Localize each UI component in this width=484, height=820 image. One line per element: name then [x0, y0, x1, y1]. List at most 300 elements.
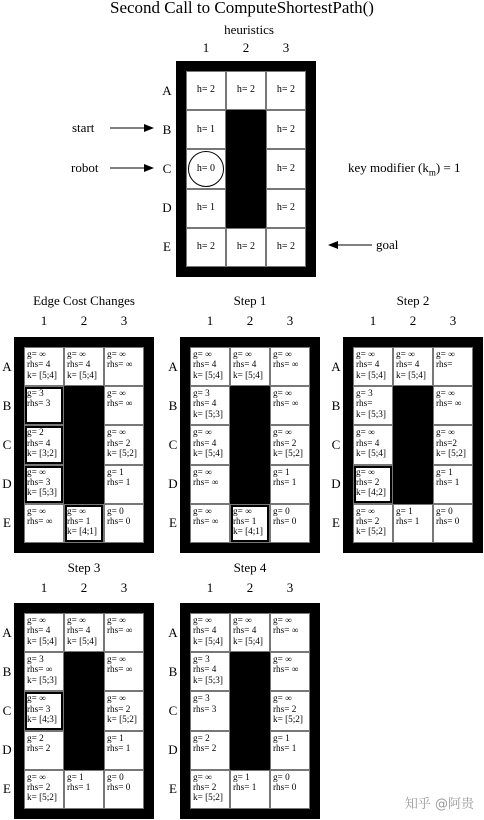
heuristic-cell [226, 228, 266, 267]
cell-value-line: g= ∞ [193, 771, 212, 782]
start-arrow [110, 121, 154, 135]
state-cell [270, 504, 310, 543]
state-cell [104, 770, 144, 809]
cell-value-line: rhs= 4 [233, 625, 257, 636]
heuristics-row-label: B [162, 121, 172, 137]
state-cell [24, 652, 64, 691]
state-cell [104, 731, 144, 770]
cell-value-line: k= [5;4] [193, 447, 223, 458]
grid-col-label: 2 [80, 313, 88, 328]
grid-row-label: C [331, 437, 341, 452]
grid-col-label: 3 [449, 313, 457, 328]
cell-value-line: rhs= 0 [107, 782, 131, 793]
cell-value-line: rhs= 2 [356, 476, 380, 487]
cell-value-line: k= [4;1] [67, 526, 97, 537]
grid-row-label: C [168, 437, 178, 452]
start-label: start [72, 120, 95, 135]
cell-value-line: g= ∞ [193, 615, 212, 625]
cell-value-line: g= 0 [436, 505, 453, 516]
grid-col-label: 3 [120, 580, 128, 595]
cell-value-line: rhs= 2 [107, 437, 131, 448]
cell-value-line: rhs= 4 [193, 664, 217, 675]
grid-caption: Step 1 [233, 293, 267, 308]
cell-value-line: rhs= 3 [27, 703, 51, 714]
cell-value-line: rhs= 2 [273, 437, 297, 448]
grid-row-label: A [331, 358, 341, 374]
cell-value-line: rhs= 2 [356, 516, 380, 527]
heuristic-value: h= 1 [196, 202, 216, 214]
cell-value-line: k= [3;2] [27, 447, 57, 458]
cell-value-line: rhs= ∞ [273, 664, 299, 675]
state-cell [190, 504, 230, 543]
cell-value-line: g= ∞ [436, 388, 455, 399]
grid-row-label: D [168, 476, 178, 492]
cell-value-line: g= ∞ [356, 349, 375, 359]
cell-value-line: rhs= 4 [193, 437, 217, 448]
cell-value-line: g= ∞ [273, 427, 292, 438]
heuristic-cell [226, 71, 266, 110]
cell-value-line: rhs= ∞ [107, 359, 133, 370]
cell-value-line: rhs= 4 [67, 625, 91, 636]
grid-row-label: E [3, 515, 11, 531]
state-cell [104, 504, 144, 543]
state-cell [24, 770, 64, 809]
obstacle-cell [230, 425, 270, 464]
state-cell [270, 613, 310, 652]
cell-value-line: g= ∞ [27, 615, 46, 625]
cell-value-line: g= ∞ [396, 349, 415, 359]
cell-value-line: g= 0 [273, 771, 290, 782]
cell-value-line: g= ∞ [273, 654, 292, 665]
key-modifier-label: key modifier $(k_m) = 1$ [348, 160, 461, 178]
grid-row-label: B [168, 397, 178, 413]
cell-value-line: rhs= 2 [27, 742, 51, 753]
state-cell [104, 425, 144, 464]
state-cell [433, 347, 473, 386]
state-cell [433, 465, 473, 504]
cell-value-line: rhs= 1 [396, 516, 420, 527]
cell-value-line: g= 1 [233, 771, 250, 782]
state-cell [190, 731, 230, 770]
cell-value-line: g= ∞ [233, 505, 252, 516]
grid-col-label: 2 [246, 580, 254, 595]
cell-value-line: g= ∞ [67, 505, 86, 516]
cell-value-line: k= [5;4] [27, 369, 57, 380]
state-cell [270, 652, 310, 691]
obstacle-cell [230, 652, 270, 691]
obstacle-cell [393, 386, 433, 425]
cell-value-line: k= [5;4] [193, 369, 223, 380]
state-cell [230, 504, 270, 543]
state-cell [433, 386, 473, 425]
grid-row-label: B [2, 663, 12, 679]
obstacle-cell [226, 149, 266, 188]
heuristic-cell [186, 189, 226, 228]
grid-row-label: B [168, 663, 178, 679]
state-cell [230, 613, 270, 652]
cell-value-line: g= 1 [273, 732, 290, 743]
state-cell [353, 504, 393, 543]
grid-row-label: A [2, 624, 12, 640]
cell-value-line: rhs= 1 [107, 742, 131, 753]
state-cell [433, 504, 473, 543]
state-cell [270, 731, 310, 770]
cell-value-line: g= 1 [273, 466, 290, 477]
state-cell [270, 465, 310, 504]
heuristic-cell [266, 110, 306, 149]
cell-value-line: k= [5;2] [107, 713, 137, 724]
cell-value-line: rhs= 1 [273, 742, 297, 753]
state-cell [190, 770, 230, 809]
cell-value-line: rhs= 2 [193, 742, 217, 753]
cell-value-line: rhs= 4 [233, 359, 257, 370]
state-cell [104, 347, 144, 386]
heuristics-col-label: 2 [242, 40, 250, 55]
cell-value-line: rhs= 1 [107, 476, 131, 487]
cell-value-line: rhs= 1 [233, 782, 257, 793]
cell-value-line: k= [5;2] [273, 713, 303, 724]
state-cell [104, 386, 144, 425]
robot-label: robot [71, 160, 99, 175]
cell-value-line: k= [5;2] [273, 447, 303, 458]
state-cell [270, 425, 310, 464]
obstacle-cell [64, 386, 104, 425]
cell-value-line: g= ∞ [233, 349, 252, 359]
heuristic-value: h= 1 [196, 123, 216, 135]
grid-row-label: E [169, 781, 177, 797]
cell-value-line: rhs= ∞ [27, 516, 53, 527]
cell-value-line: g= 3 [356, 388, 373, 399]
cell-value-line: g= 3 [193, 693, 210, 704]
obstacle-cell [64, 731, 104, 770]
obstacle-cell [230, 465, 270, 504]
grid-row-label: A [2, 358, 12, 374]
grid-col-label: 1 [206, 313, 214, 328]
grid-row-label: D [2, 476, 12, 492]
cell-value-line: k= [4;1] [233, 526, 263, 537]
state-cell [190, 691, 230, 730]
cell-value-line: g= ∞ [107, 654, 126, 665]
heuristic-cell [186, 228, 226, 267]
cell-value-line: rhs= 4 [356, 437, 380, 448]
obstacle-cell [226, 110, 266, 149]
state-cell [353, 386, 393, 425]
state-cell [353, 347, 393, 386]
heuristic-value: h= 2 [276, 84, 296, 96]
cell-value-line: rhs= 4 [396, 359, 420, 370]
cell-value-line: rhs= ∞ [273, 359, 299, 370]
state-cell [270, 691, 310, 730]
cell-value-line: rhs= 4 [193, 625, 217, 636]
state-cell [190, 613, 230, 652]
state-cell [64, 504, 104, 543]
cell-value-line: g= ∞ [27, 693, 46, 704]
cell-value-line: g= ∞ [107, 427, 126, 438]
state-cell [230, 770, 270, 809]
state-grid [24, 347, 144, 543]
watermark: 知乎 @阿贵 [404, 797, 474, 812]
cell-value-line: g= 3 [27, 388, 44, 399]
grid-row-label: E [3, 781, 11, 797]
grid-caption: Step 3 [67, 560, 101, 575]
grid-row-label: A [168, 624, 178, 640]
cell-value-line: rhs= 4 [356, 359, 380, 370]
cell-value-line: rhs= 2 [27, 782, 51, 793]
cell-value-line: g= ∞ [27, 505, 46, 516]
obstacle-cell [64, 465, 104, 504]
state-cell [393, 347, 433, 386]
cell-value-line: k= [5;3] [27, 674, 57, 685]
cell-value-line: g= 3 [27, 654, 44, 665]
cell-value-line: rhs= ∞ [273, 625, 299, 636]
heuristic-value: h= 2 [276, 202, 296, 214]
cell-value-line: k= [5;3] [27, 487, 57, 498]
state-cell [24, 731, 64, 770]
grid-row-label: E [332, 515, 340, 531]
state-cell [393, 504, 433, 543]
grid-col-label: 3 [120, 313, 128, 328]
state-cell [270, 347, 310, 386]
state-grid [190, 613, 310, 809]
cell-value-line: g= 1 [396, 505, 413, 516]
obstacle-cell [64, 652, 104, 691]
cell-value-line: k= [5;3] [356, 408, 386, 419]
cell-value-line: k= [5;3] [193, 408, 223, 419]
state-cell [104, 613, 144, 652]
obstacle-cell [230, 386, 270, 425]
cell-value-line: rhs= 2 [107, 703, 131, 714]
cell-value-line: g= ∞ [27, 771, 46, 782]
diagram-title: Second Call to ComputeShortestPath() [110, 0, 374, 17]
heuristic-cell [186, 149, 226, 188]
grid-row-label: D [168, 742, 178, 758]
cell-value-line: k= [5;4] [356, 369, 386, 380]
cell-value-line: rhs= 1 [233, 516, 257, 527]
cell-value-line: k= [5;4] [67, 369, 97, 380]
grid-col-label: 3 [286, 580, 294, 595]
state-cell [190, 465, 230, 504]
state-cell [353, 425, 393, 464]
cell-value-line: g= ∞ [273, 388, 292, 399]
state-cell [270, 386, 310, 425]
cell-value-line: k= [5;2] [193, 792, 223, 803]
obstacle-cell [393, 425, 433, 464]
grid-caption: Step 4 [233, 560, 267, 575]
cell-value-line: rhs= 1 [67, 516, 91, 527]
cell-value-line: k= [5;4] [193, 635, 223, 646]
cell-value-line: rhs= 1 [436, 476, 460, 487]
heuristic-cell [266, 71, 306, 110]
obstacle-cell [64, 691, 104, 730]
cell-value-line: k= [5;4] [67, 635, 97, 646]
cell-value-line: g= ∞ [436, 349, 455, 359]
heuristic-cell [266, 189, 306, 228]
cell-value-line: rhs= 0 [436, 516, 460, 527]
heuristic-value: h= 2 [196, 241, 216, 253]
cell-value-line: rhs= 2 [273, 703, 297, 714]
cell-value-line: k= [5;2] [107, 447, 137, 458]
cell-value-line: g= ∞ [107, 388, 126, 399]
grid-col-label: 1 [369, 313, 377, 328]
cell-value-line: rhs= 3 [27, 476, 51, 487]
cell-value-line: g= 3 [193, 654, 210, 665]
cell-value-line: g= ∞ [67, 615, 86, 625]
state-cell [24, 504, 64, 543]
cell-value-line: k= [5;4] [233, 635, 263, 646]
grid-col-label: 2 [246, 313, 254, 328]
cell-value-line: g= ∞ [193, 427, 212, 438]
cell-value-line: g= ∞ [356, 505, 375, 516]
cell-value-line: g= 1 [107, 732, 124, 743]
heuristic-cell [186, 110, 226, 149]
grid-col-label: 1 [206, 580, 214, 595]
heuristic-value: h= 2 [276, 241, 296, 253]
grid-row-label: D [2, 742, 12, 758]
cell-value-line: g= 2 [27, 732, 44, 743]
state-cell [64, 770, 104, 809]
state-cell [104, 465, 144, 504]
grid-row-label: A [168, 358, 178, 374]
state-cell [24, 691, 64, 730]
state-cell [190, 652, 230, 691]
cell-value-line: rhs=2 [436, 437, 458, 448]
cell-value-line: rhs= 4 [67, 359, 91, 370]
goal-label: goal [376, 237, 399, 252]
state-cell [433, 425, 473, 464]
grid-row-label: B [2, 397, 12, 413]
cell-value-line: g= ∞ [27, 466, 46, 477]
cell-value-line: rhs= ∞ [107, 398, 133, 409]
grid-row-label: C [168, 703, 178, 718]
cell-value-line: g= ∞ [193, 505, 212, 516]
cell-value-line: g= ∞ [356, 466, 375, 477]
heuristic-cell [186, 71, 226, 110]
cell-value-line: rhs= 4 [193, 398, 217, 409]
cell-value-line: k= [5;3] [193, 674, 223, 685]
heuristic-cell [266, 228, 306, 267]
heuristic-value: h= 2 [276, 162, 296, 174]
cell-value-line: k= [5;2] [356, 526, 386, 537]
cell-value-line: k= [4;2] [356, 487, 386, 498]
heuristics-row-label: D [162, 200, 172, 216]
cell-value-line: rhs= ∞ [107, 625, 133, 636]
heuristics-row-label: A [162, 82, 172, 98]
cell-value-line: g= 0 [107, 771, 124, 782]
state-cell [64, 347, 104, 386]
cell-value-line: rhs= 0 [273, 782, 297, 793]
cell-value-line: g= ∞ [27, 349, 46, 359]
cell-value-line: k= [5;4] [356, 447, 386, 458]
state-cell [104, 691, 144, 730]
state-cell [24, 425, 64, 464]
obstacle-cell [230, 731, 270, 770]
cell-value-line: rhs= 1 [67, 782, 91, 793]
state-cell [24, 465, 64, 504]
cell-value-line: g= 0 [107, 505, 124, 516]
cell-value-line: rhs= 0 [273, 516, 297, 527]
cell-value-line: k= [5;4] [27, 635, 57, 646]
cell-value-line: g= 1 [436, 466, 453, 477]
heuristic-cell [266, 149, 306, 188]
heuristic-value: h= 2 [196, 84, 216, 96]
grid-caption: Edge Cost Changes [33, 293, 135, 308]
cell-value-line: k= [4;3] [27, 713, 57, 724]
cell-value-line: g= 1 [67, 771, 84, 782]
cell-value-line: g= 2 [193, 732, 210, 743]
cell-value-line: k= [5;4] [233, 369, 263, 380]
cell-value-line: g= ∞ [107, 693, 126, 704]
cell-value-line: g= ∞ [273, 349, 292, 359]
heuristics-caption: heuristics [224, 22, 274, 37]
cell-value-line: rhs= [356, 398, 373, 409]
cell-value-line: k= [5;4] [396, 369, 426, 380]
cell-value-line: rhs= 3 [27, 398, 51, 409]
grid-row-label: C [2, 703, 12, 718]
state-cell [24, 386, 64, 425]
heuristic-value: h= 0 [196, 162, 216, 174]
obstacle-cell [226, 189, 266, 228]
cell-value-line: g= ∞ [436, 427, 455, 438]
state-cell [190, 425, 230, 464]
grid-col-label: 2 [80, 580, 88, 595]
grid-row-label: E [169, 515, 177, 531]
state-cell [24, 613, 64, 652]
grid-col-label: 2 [409, 313, 417, 328]
obstacle-cell [393, 465, 433, 504]
cell-value-line: g= 3 [193, 388, 210, 399]
state-cell [190, 347, 230, 386]
goal-arrow [328, 238, 372, 252]
cell-value-line: g= 2 [27, 427, 44, 438]
heuristics-row-label: C [162, 161, 172, 176]
cell-value-line: rhs= 0 [107, 516, 131, 527]
cell-value-line: rhs= 2 [193, 782, 217, 793]
obstacle-cell [230, 691, 270, 730]
cell-value-line: rhs= 4 [27, 359, 51, 370]
cell-value-line: rhs= ∞ [193, 516, 219, 527]
state-cell [230, 347, 270, 386]
cell-value-line: g= ∞ [273, 693, 292, 704]
grid-col-label: 1 [40, 580, 48, 595]
heuristic-value: h= 2 [236, 241, 256, 253]
cell-value-line: k= [5;2] [436, 447, 466, 458]
state-cell [270, 770, 310, 809]
state-cell [24, 347, 64, 386]
state-cell [190, 386, 230, 425]
cell-value-line: g= 1 [107, 466, 124, 477]
cell-value-line: g= ∞ [67, 349, 86, 359]
heuristics-col-label: 3 [282, 40, 290, 55]
cell-value-line: rhs= 1 [273, 476, 297, 487]
heuristics-row-label: E [163, 239, 171, 255]
cell-value-line: rhs= ∞ [193, 476, 219, 487]
cell-value-line: rhs= [436, 359, 453, 370]
heuristics-grid [186, 71, 306, 267]
heuristics-col-label: 1 [202, 40, 210, 55]
cell-value-line: g= ∞ [107, 615, 126, 625]
cell-value-line: rhs= ∞ [436, 398, 462, 409]
robot-arrow [110, 161, 154, 175]
state-cell [64, 613, 104, 652]
cell-value-line: rhs= 3 [193, 703, 217, 714]
state-grid [190, 347, 310, 543]
cell-value-line: g= 0 [273, 505, 290, 516]
grid-row-label: D [331, 476, 341, 492]
cell-value-line: g= ∞ [233, 615, 252, 625]
cell-value-line: rhs= ∞ [107, 664, 133, 675]
cell-value-line: rhs= ∞ [27, 664, 53, 675]
heuristic-value: h= 2 [236, 84, 256, 96]
